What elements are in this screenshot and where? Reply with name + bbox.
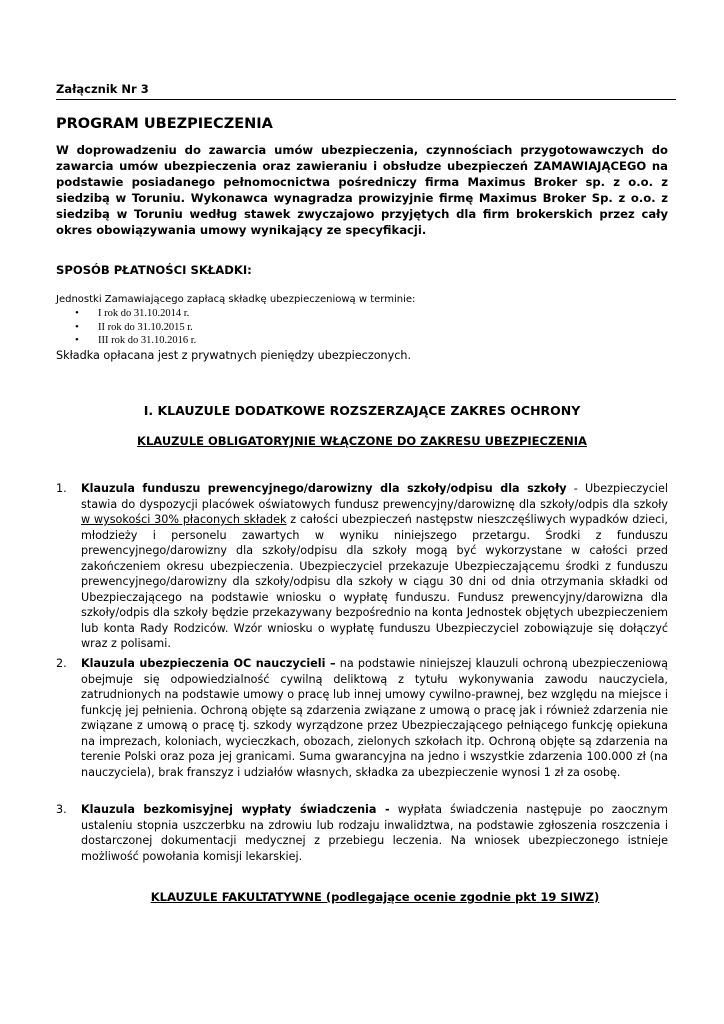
payment-term-item: • II rok do 31.10.2015 r. [56, 321, 196, 335]
obligatory-clauses-heading: KLAUZULE OBLIGATORYJNIE WŁĄCZONE DO ZAKRESU UBEZPIECZENIA [137, 434, 587, 448]
clause-text: wypłata świadczenia następuje po zaocznym ustaleniu stopnia uszczerbku na zdrowiu lub rodzaju inwalidztwa, na podstawie zgłoszenia roszczenia i dostarczonej dokumentacji medycznej z przebiegu leczenia. Na wniosek ubezpieczonego istnieje możliwość powołania komisji lekarskiej. [81, 803, 668, 863]
payment-heading: SPOSÓB PŁATNOŚCI SKŁADKI: [56, 263, 252, 277]
payment-intro: Jednostki Zamawiającego zapłacą składkę ubezpieczeniową w terminie: [56, 294, 416, 305]
payment-term-item: • III rok do 31.10.2016 r. [56, 334, 196, 348]
clause-2 [56, 656, 669, 780]
intro-paragraph: W doprowadzeniu do zawarcia umów ubezpieczenia, czynnościach przygotowawczych do zawarcia umów ubezpieczenia oraz zawieraniu i obsłudze ubezpieczeń ZAMAWIAJĄCEGO na podstawie posiadanego pełnomocnictwa pośredniczy firma Maximus Broker sp. z o.o. z siedzibą w Toruniu. Wykonawca wynagradza prowizyjnie firmę Maximus Broker Sp. z o.o. z siedzibą w Toruniu według stawek zwyczajowo przyjętych dla firm brokerskich przez cały okres obowiązywania umowy wynikający ze specyfikacji. [56, 143, 668, 237]
clause-title: Klauzula funduszu prewencyjnego/darowizny dla szkoły/odpisu dla szkoły [81, 482, 567, 495]
clause-number: 1. [56, 482, 67, 495]
clause-underlined-text: w wysokości 30% płaconych składek [81, 513, 287, 526]
clause-text: na podstawie niniejszej klauzuli ochroną ubezpieczeniową obejmuje się odpowiedzialność cywilną deliktową z tytułu wykonywania zawodu nauczyciela, zatrudnionych na podstawie umowy o pracę lub innej umowy cywilno-prawnej, bez względu na miejsce i funkcję jej pełnienia. Ochroną objęte są zdarzenia związane z umową o pracę jak i również zdarzenia nie związane z umową o pracę tj. szkody wyrządzone przez Ubezpieczającego pełniącego funkcję opiekuna na imprezach, koloniach, wycieczkach, obozach, zielonych szkołach itp. Ochroną objęte są zdarzenia na terenie Polski oraz poza jej granicami. Suma gwarancyjna na jedno i wszystkie zdarzenia 100.000 zł (na nauczyciela), brak franszyz i udziałów własnych, składka za ubezpieczenie wynosi 1 zł za osobę. [81, 657, 669, 779]
clause-number: 2. [56, 657, 67, 670]
clause-number: 3. [56, 803, 67, 816]
payment-note: Składka opłacana jest z prywatnych pieniędzy ubezpieczonych. [56, 349, 412, 362]
clause-1 [56, 481, 668, 652]
document-title: PROGRAM UBEZPIECZENIA [56, 116, 273, 132]
clause-title: Klauzula bezkomisyjnej wypłaty świadczenia - [81, 803, 390, 816]
clause-3 [56, 802, 668, 864]
facultative-clauses-heading: KLAUZULE FAKULTATYWNE (podlegające ocenie zgodnie pkt 19 SIWZ) [150, 890, 600, 904]
payment-term-item: • I rok do 31.10.2014 r. [56, 307, 196, 321]
payment-terms-list [56, 307, 196, 348]
clause-text: z całości ubezpieczeń następstw nieszczęśliwych wypadków dzieci, młodzieży i personelu zawartych w wyniku niniejszego przetargu. Środki z funduszu prewencyjnego/darowizny dla szkoły/odpisu dla szkoły mogą być wykorzystane w całości przed zakończeniem okresu ubezpieczenia. Ubezpieczyciel przekazuje Ubezpieczającemu środki z funduszu prewencyjnego/darowizny dla szkoły/odpisu dla szkoły w ciągu 30 dni od dnia otrzymania składki od Ubezpieczającego na podstawie wniosku o wypłatę funduszu. Fundusz prewencyjny/darowizna dla szkoły/odpis dla szkoły będzie przekazywany bezpośrednio na konta Jednostek objętych ubezpieczeniem lub konta Rady Rodziców. Wzór wniosku o wypłatę funduszu Ubezpieczyciel zobowiązuje się dołączyć wraz z polisami. [81, 513, 668, 650]
clause-title: Klauzula ubezpieczenia OC nauczycieli – [81, 657, 336, 670]
clause-text: Ubezpieczyciel stawia do dyspozycji placówek oświatowych fundusz prewencyjny/darowiznę dla szkoły/odpis dla szkoły [81, 482, 668, 511]
attachment-label: Załącznik Nr 3 [56, 82, 676, 100]
clause-separator: - [566, 482, 585, 495]
section-title: I. KLAUZULE DODATKOWE ROZSZERZAJĄCE ZAKRES OCHRONY [143, 403, 581, 418]
